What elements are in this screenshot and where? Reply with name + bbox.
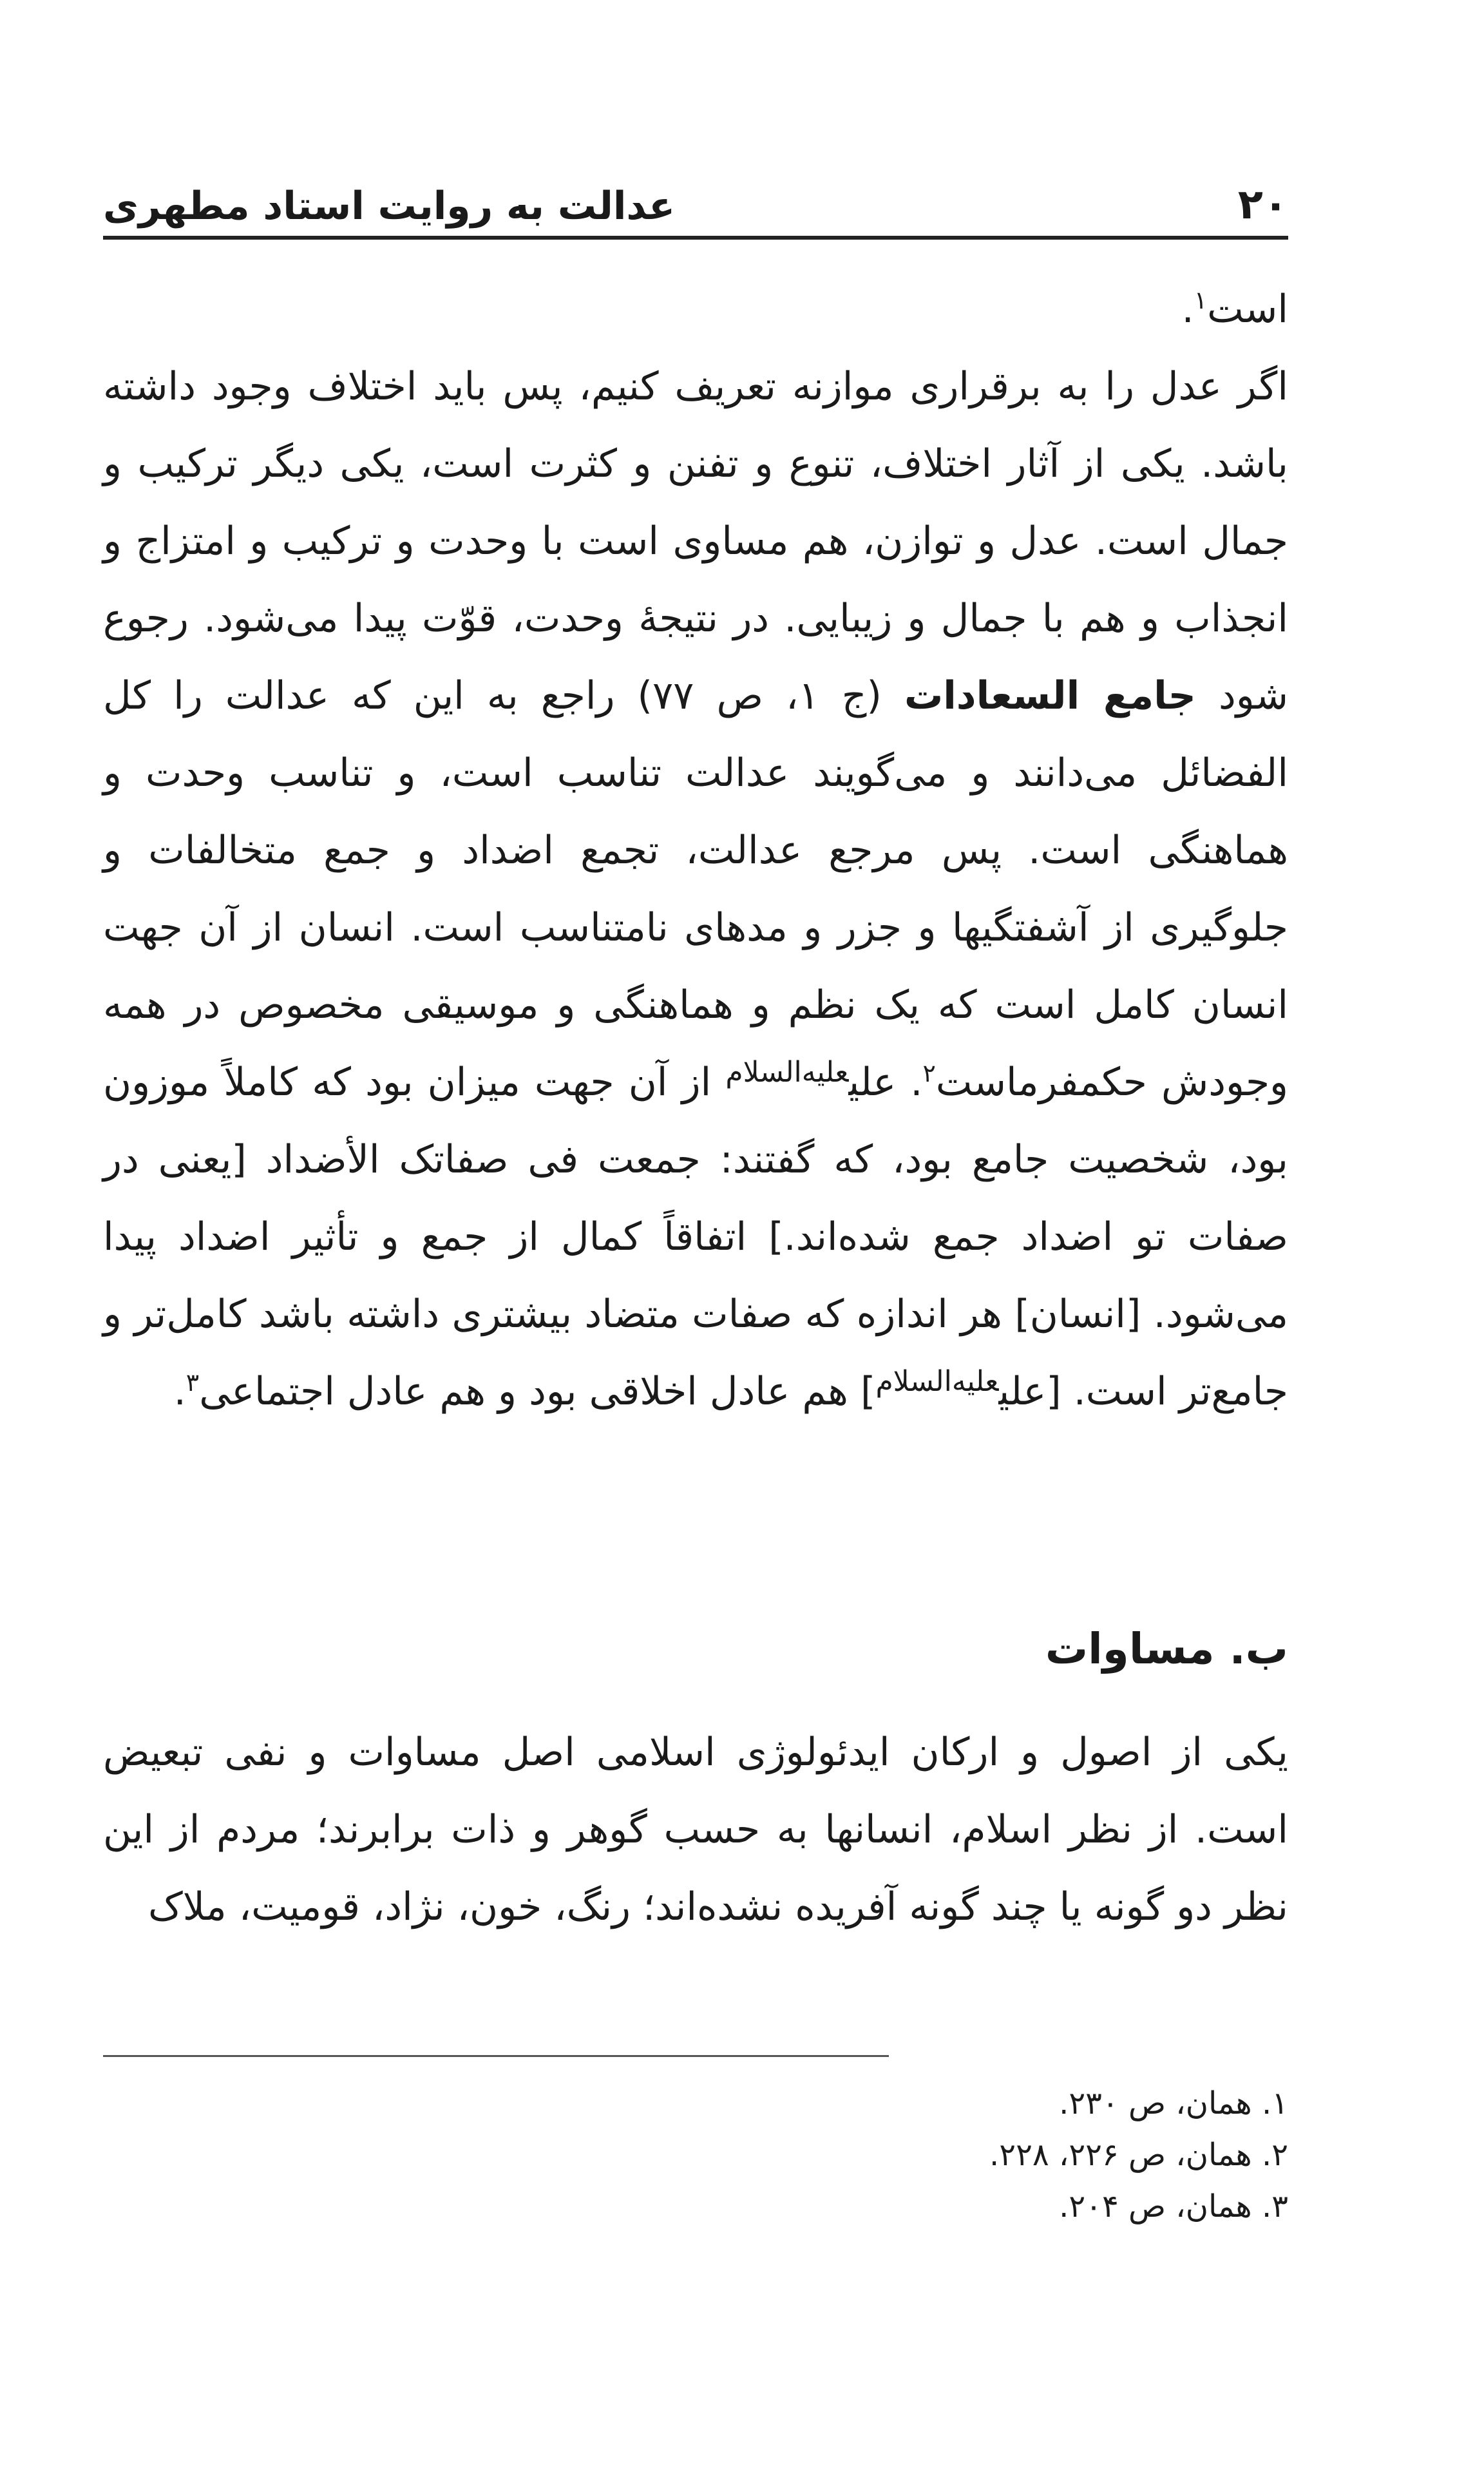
footnote-rule bbox=[103, 2055, 889, 2057]
main-text bbox=[103, 271, 1288, 1430]
paragraph-1 bbox=[103, 271, 1288, 348]
running-header bbox=[103, 155, 1288, 229]
book-title: جامع السعادات bbox=[904, 673, 1196, 718]
paragraph-2 bbox=[103, 348, 1288, 1430]
page-number: ۲۰ bbox=[1237, 181, 1288, 229]
text-run: . علی bbox=[848, 1060, 923, 1105]
header-rule bbox=[103, 236, 1288, 240]
section-heading: ب. مساوات bbox=[1045, 1624, 1288, 1674]
footnote-2: ۲. همان، ص ۲۲۶، ۲۲۸. bbox=[989, 2137, 1288, 2173]
footnotes bbox=[103, 2078, 1288, 2232]
footnote-ref-2: ۲ bbox=[922, 1059, 936, 1087]
text-run: اگر عدل را به برقراری موازنه تعریف کنیم، پس باید اختلاف وجود داشته باشد. یکی از آثار اختلاف، تنوع و تفنن و کثرت است، یکی دیگر ترکیب و جمال است. عدل و توازن، هم مساوی است با وحدت و ترکیب و امتزاج و انجذاب و هم با جمال و زیبایی. در نتیجهٔ وحدت، قوّت پیدا می‌شود. رجوع شود bbox=[103, 364, 1288, 718]
text-run: از آن جهت میزان بود که کاملاً موزون بود، شخصیت جامع بود، که گفتند: جمعت فی صفاتک الأضداد [یعنی در صفات تو اضداد جمع شده‌اند.] اتفاقاً کمال از جمع و تأثیر اضداد پیدا می‌شود. [انسان] هر اندازه که صفات متضاد بیشتری داشته باشد کامل‌تر و جامع‌تر است. [علی bbox=[103, 1060, 1288, 1414]
text-run: . bbox=[173, 1369, 186, 1414]
section-paragraph: یکی از اصول و ارکان ایدئولوژی اسلامی اصل مساوات و نفی تبعیض است. از نظر اسلام، انسانها به حسب گوهر و ذات برابرند؛ مردم از این نظر دو گونه یا چند گونه آفریده نشده‌اند؛ رنگ، خون، نژاد، قومیت، ملاک bbox=[103, 1730, 1288, 1929]
text-run: ] هم عادل اخلاقی بود و هم عادل اجتماعی bbox=[199, 1369, 876, 1414]
footnote-ref-1: ۱ bbox=[1194, 286, 1208, 314]
footnote-ref-3: ۳ bbox=[186, 1368, 200, 1397]
text-run: (ج ۱، ص ۷۷) راجع به این که عدالت را کل الفضائل می‌دانند و می‌گویند عدالت تناسب است، و تناسب وحدت و هماهنگی است. پس مرجع عدالت، تجمع اضداد و جمع متخالفات و جلوگیری از آشفتگیها و جزر و مدهای نامتناسب است. انسان از آن جهت انسان کامل است که یک نظم و هماهنگی و موسیقی مخصوص در همه وجودش حکمفرماست bbox=[103, 673, 1289, 1105]
book-page bbox=[103, 0, 1288, 2468]
footnote-1: ۱. همان، ص ۲۳۰. bbox=[1059, 2085, 1288, 2121]
footnote-3: ۳. همان، ص ۲۰۴. bbox=[1059, 2188, 1288, 2224]
text-run: . bbox=[1181, 287, 1194, 332]
honorific-symbol: علیه‌السلام bbox=[725, 1056, 849, 1089]
text-run: است bbox=[1207, 287, 1288, 332]
honorific-symbol: علیه‌السلام bbox=[875, 1365, 999, 1398]
running-title: عدالت به روایت استاد مطهری bbox=[103, 184, 676, 229]
section-text bbox=[103, 1714, 1288, 1946]
